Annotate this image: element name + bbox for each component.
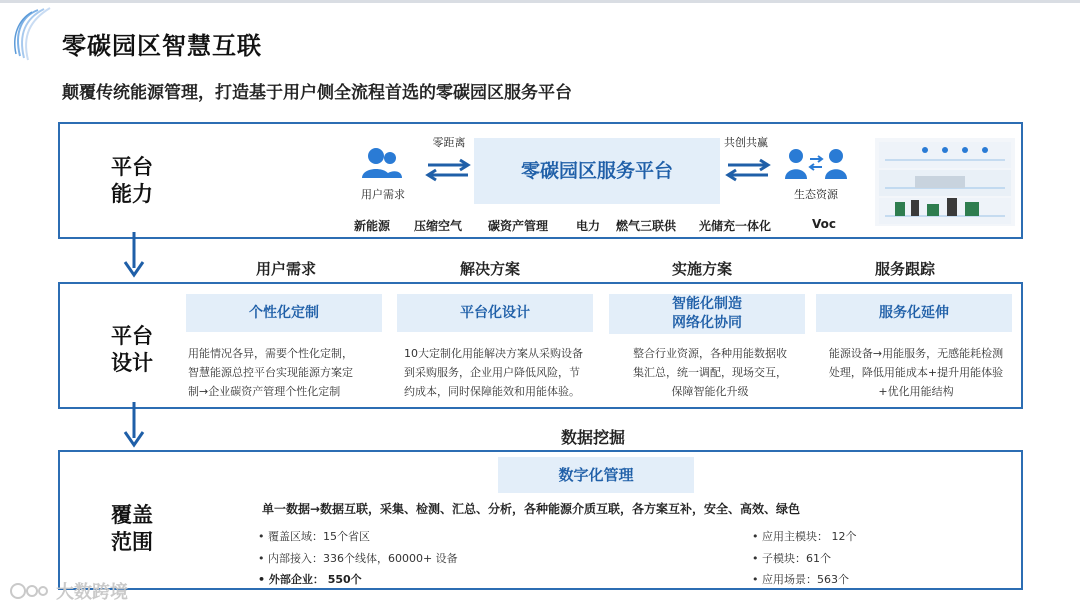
text-line: 到采购服务，企业用户降低风险，节	[404, 366, 580, 379]
box-line: 个性化定制	[249, 304, 319, 321]
win-win-label: 共创共赢	[724, 136, 768, 149]
box-line: 智能化制造	[672, 296, 742, 312]
text-line: 处理，降低用能成本+提升用能体验	[828, 366, 1004, 379]
user-demand-icon	[360, 146, 404, 180]
capability-label	[102, 154, 162, 208]
application-scenario-item: • 应用场景：563个	[752, 573, 849, 586]
data-mining-heading: 数据挖掘	[561, 428, 626, 447]
feature-power: 电力	[576, 219, 601, 233]
column-head-user-demand: 用户需求	[255, 260, 316, 278]
text-line: +优化用能结构	[878, 385, 954, 398]
page-title: 零碳园区智慧互联	[62, 32, 262, 60]
down-arrow-icon	[122, 402, 146, 448]
user-demand-label: 用户需求	[361, 188, 405, 201]
watermark-text: 大数跨境	[56, 582, 128, 603]
smart-manufacturing-box	[609, 294, 805, 334]
design-label	[102, 323, 162, 377]
energy-infographic-image	[875, 138, 1015, 226]
bidirectional-arrow-icon	[424, 158, 472, 182]
text-line: 保障智能化升级	[671, 385, 749, 398]
swirl-logo-icon	[8, 6, 56, 62]
watermark	[10, 578, 128, 604]
column-text-solution	[404, 344, 583, 401]
text-line: 约成本，同时保障能效和用能体验。	[404, 385, 580, 398]
coverage-label	[102, 502, 162, 556]
box-line: 网络化协同	[672, 315, 742, 331]
ecosystem-label: 生态资源	[794, 188, 838, 201]
coverage-region-item: • 覆盖区域：15个省区	[258, 530, 370, 543]
column-head-service-tracking: 服务跟踪	[874, 260, 935, 278]
text-line: 能源设备→用能服务，无感能耗检测	[828, 347, 1004, 360]
service-platform-box: 零碳园区服务平台	[474, 138, 720, 204]
top-divider	[0, 0, 1080, 3]
watermark-logo-icon	[10, 580, 50, 602]
feature-voc: Voc	[812, 217, 836, 231]
column-text-service-tracking	[816, 344, 1016, 401]
capability-label-line1: 平台	[111, 155, 153, 179]
sub-module-item: • 子模块：61个	[752, 552, 831, 565]
feature-carbon-asset: 碳资产管理	[488, 219, 549, 233]
feature-solar-storage-charging: 光储充一体化	[699, 219, 772, 233]
text-line: 集汇总，统一调配，现场交互，	[633, 366, 787, 379]
page-subtitle: 颠覆传统能源管理，打造基于用户侧全流程首选的零碳园区服务平台	[62, 83, 572, 103]
down-arrow-icon	[122, 232, 146, 278]
main-module-item: • 应用主模块： 12个	[752, 530, 857, 543]
personalized-customization-box	[186, 294, 382, 332]
column-text-user-demand	[188, 344, 353, 401]
design-label-line2: 设计	[111, 351, 153, 375]
column-head-solution: 解决方案	[459, 260, 520, 278]
internal-access-item: • 内部接入：336个线体，60000+ 设备	[258, 552, 458, 565]
box-line: 服务化延伸	[879, 304, 949, 321]
feature-gas-trigeneration: 燃气三联供	[616, 219, 677, 233]
coverage-label-line2: 范围	[111, 530, 153, 554]
text-line: 整合行业资源，各种用能数据收	[633, 347, 787, 360]
text-line: 10大定制化用能解决方案从采购设备	[404, 347, 583, 360]
ecosystem-exchange-icon	[784, 148, 848, 180]
platform-design-box	[397, 294, 593, 332]
text-line: 制→企业碳资产管理个性化定制	[188, 385, 341, 398]
feature-compressed-air: 压缩空气	[414, 219, 463, 233]
bidirectional-arrow-icon-right	[724, 158, 772, 182]
service-extension-box	[816, 294, 1012, 332]
zero-distance-label: 零距离	[432, 136, 466, 149]
box-line: 平台化设计	[460, 304, 530, 321]
design-label-line1: 平台	[111, 324, 153, 348]
data-interconnect-line: 单一数据→数据互联，采集、检测、汇总、分析，各种能源介质互联，各方案互补，安全、高效、绿色	[262, 502, 801, 516]
digital-management-box: 数字化管理	[498, 457, 694, 493]
feature-new-energy: 新能源	[354, 219, 391, 233]
column-text-implementation	[622, 344, 798, 401]
external-enterprise-item: • 外部企业： 550个	[258, 573, 362, 586]
capability-label-line2: 能力	[111, 182, 153, 206]
text-line: 智慧能源总控平台实现能源方案定	[188, 366, 353, 379]
text-line: 用能情况各异，需要个性化定制，	[188, 347, 353, 360]
column-head-implementation: 实施方案	[671, 260, 732, 278]
coverage-label-line1: 覆盖	[111, 503, 153, 527]
